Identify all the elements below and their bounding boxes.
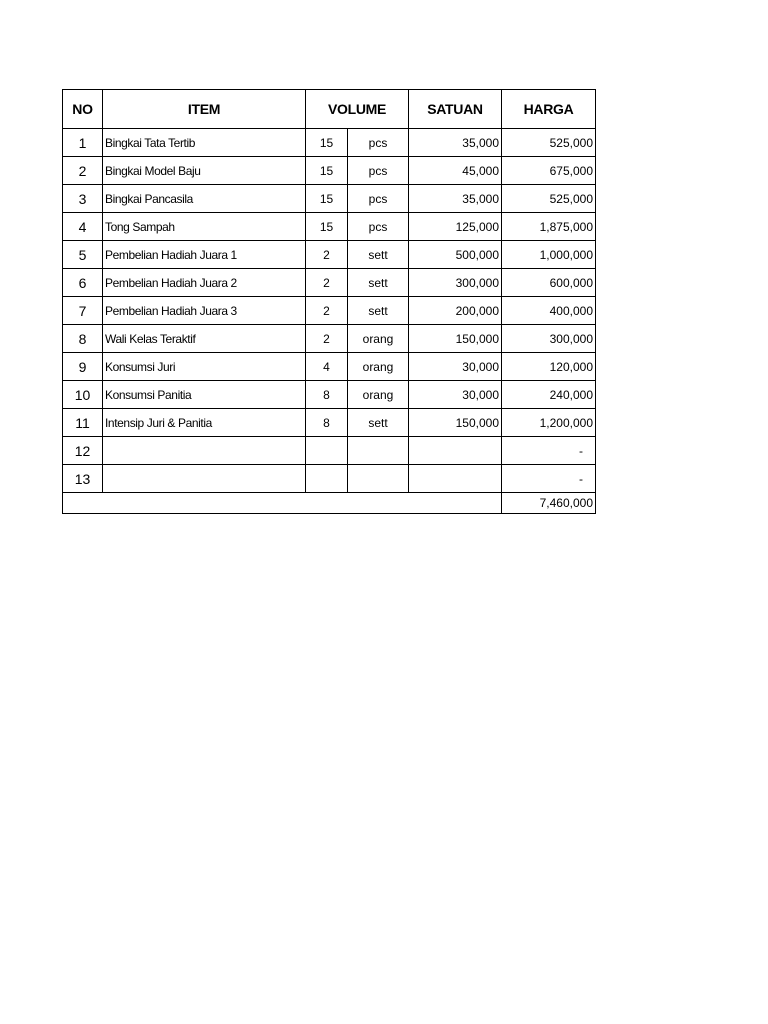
row-harga: 400,000 (502, 297, 596, 325)
header-row (63, 90, 596, 129)
row-harga: 675,000 (502, 157, 596, 185)
row-harga: - (502, 465, 596, 493)
budget-table (62, 89, 596, 514)
row-satuan: 30,000 (409, 353, 502, 381)
row-item: Intensip Juri & Panitia (103, 409, 306, 437)
row-unit (348, 465, 409, 493)
table-row (63, 409, 596, 437)
header-volume: VOLUME (306, 90, 409, 129)
total-value: 7,460,000 (502, 493, 596, 514)
header-harga: HARGA (502, 90, 596, 129)
header-item: ITEM (103, 90, 306, 129)
row-item: Bingkai Pancasila (103, 185, 306, 213)
row-qty: 4 (306, 353, 348, 381)
row-satuan (409, 465, 502, 493)
row-harga: - (502, 437, 596, 465)
row-satuan: 200,000 (409, 297, 502, 325)
row-satuan: 45,000 (409, 157, 502, 185)
row-harga: 525,000 (502, 129, 596, 157)
table-row (63, 129, 596, 157)
row-unit: orang (348, 381, 409, 409)
row-harga: 1,000,000 (502, 241, 596, 269)
row-satuan: 500,000 (409, 241, 502, 269)
row-unit: orang (348, 353, 409, 381)
row-item: Pembelian Hadiah Juara 1 (103, 241, 306, 269)
row-qty: 15 (306, 185, 348, 213)
row-qty: 8 (306, 409, 348, 437)
row-unit: sett (348, 269, 409, 297)
table-row (63, 269, 596, 297)
table-row (63, 157, 596, 185)
row-satuan: 35,000 (409, 185, 502, 213)
header-no: NO (63, 90, 103, 129)
row-qty: 15 (306, 129, 348, 157)
row-item: Bingkai Model Baju (103, 157, 306, 185)
row-no: 3 (63, 185, 103, 213)
row-no: 7 (63, 297, 103, 325)
row-no: 10 (63, 381, 103, 409)
row-qty: 2 (306, 325, 348, 353)
row-item: Pembelian Hadiah Juara 3 (103, 297, 306, 325)
total-label-cell (63, 493, 502, 514)
row-no: 2 (63, 157, 103, 185)
row-qty: 8 (306, 381, 348, 409)
row-qty: 2 (306, 269, 348, 297)
row-satuan: 30,000 (409, 381, 502, 409)
row-harga: 525,000 (502, 185, 596, 213)
row-harga: 120,000 (502, 353, 596, 381)
row-harga: 1,200,000 (502, 409, 596, 437)
row-item: Konsumsi Juri (103, 353, 306, 381)
row-no: 5 (63, 241, 103, 269)
row-harga: 600,000 (502, 269, 596, 297)
table-body (63, 129, 596, 514)
row-item (103, 437, 306, 465)
row-no: 4 (63, 213, 103, 241)
table-row (63, 381, 596, 409)
table-row (63, 213, 596, 241)
row-item: Tong Sampah (103, 213, 306, 241)
table-row (63, 241, 596, 269)
row-qty: 2 (306, 241, 348, 269)
row-no: 13 (63, 465, 103, 493)
row-unit: pcs (348, 185, 409, 213)
row-unit: pcs (348, 213, 409, 241)
row-item: Pembelian Hadiah Juara 2 (103, 269, 306, 297)
row-item: Konsumsi Panitia (103, 381, 306, 409)
row-no: 6 (63, 269, 103, 297)
row-harga: 240,000 (502, 381, 596, 409)
row-unit (348, 437, 409, 465)
row-harga: 300,000 (502, 325, 596, 353)
row-unit: orang (348, 325, 409, 353)
row-item: Bingkai Tata Tertib (103, 129, 306, 157)
row-satuan: 35,000 (409, 129, 502, 157)
total-row (63, 493, 596, 514)
row-unit: sett (348, 241, 409, 269)
row-satuan: 150,000 (409, 409, 502, 437)
table-row (63, 297, 596, 325)
row-harga: 1,875,000 (502, 213, 596, 241)
row-unit: sett (348, 409, 409, 437)
row-satuan: 125,000 (409, 213, 502, 241)
row-no: 1 (63, 129, 103, 157)
row-unit: pcs (348, 129, 409, 157)
row-unit: sett (348, 297, 409, 325)
table-row (63, 353, 596, 381)
row-no: 9 (63, 353, 103, 381)
row-qty: 2 (306, 297, 348, 325)
row-item: Wali Kelas Teraktif (103, 325, 306, 353)
row-satuan (409, 437, 502, 465)
header-satuan: SATUAN (409, 90, 502, 129)
row-item (103, 465, 306, 493)
table-row (63, 325, 596, 353)
row-qty: 15 (306, 213, 348, 241)
row-unit: pcs (348, 157, 409, 185)
row-qty (306, 437, 348, 465)
table-row (63, 465, 596, 493)
table-row (63, 185, 596, 213)
row-no: 12 (63, 437, 103, 465)
table-row (63, 437, 596, 465)
row-satuan: 300,000 (409, 269, 502, 297)
row-no: 11 (63, 409, 103, 437)
row-qty (306, 465, 348, 493)
row-satuan: 150,000 (409, 325, 502, 353)
row-qty: 15 (306, 157, 348, 185)
row-no: 8 (63, 325, 103, 353)
